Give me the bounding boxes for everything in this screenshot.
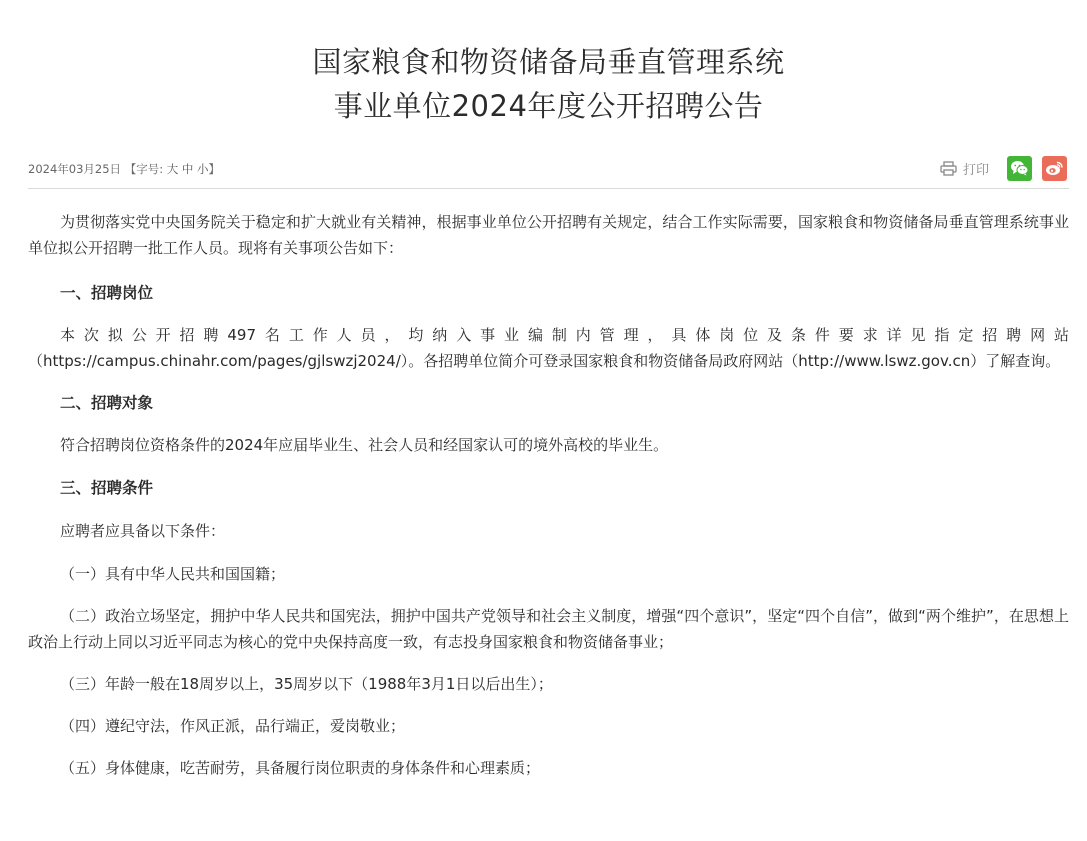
article-page (28, 0, 1069, 781)
requirements-intro: 应聘者应具备以下条件： (60, 522, 226, 540)
article-meta (28, 161, 220, 177)
condition-item: （三）年龄一般在18周岁以上，35周岁以下（1988年3月1日以后出生）； (60, 675, 553, 693)
article-meta-bar (28, 154, 1069, 189)
font-size-label: 【字号: (124, 162, 164, 176)
print-button[interactable] (940, 159, 989, 178)
condition-item: （一）具有中华人民共和国国籍； (60, 565, 286, 583)
section-heading-conditions: 三、招聘条件 (60, 479, 154, 497)
article-body (28, 209, 1069, 781)
print-label: 打印 (962, 162, 989, 178)
font-size-close: 】 (208, 162, 221, 176)
title-line-2: 事业单位2024年度公开招聘公告 (333, 89, 764, 123)
printer-icon (940, 161, 957, 176)
condition-item: （二）政治立场坚定，拥护中华人民共和国宪法，拥护中国共产党领导和社会主义制度，增强“四个意识”，坚定“四个自信”，做到“两个维护”，在思想上政治上行动上同以习近平同志为核心的党中央保持高度一致，有志投身国家粮食和物资储备事业； (28, 607, 1069, 651)
targets-paragraph: 符合招聘岗位资格条件的2024年应届毕业生、社会人员和经国家认可的境外高校的毕业生。 (60, 436, 669, 454)
share-weibo-button[interactable] (1042, 156, 1067, 181)
font-size-small-link[interactable]: 小 (197, 162, 209, 176)
article-actions (940, 154, 1067, 182)
condition-item: （五）身体健康，吃苦耐劳，具备履行岗位职责的身体条件和心理素质； (60, 759, 541, 777)
condition-item: （四）遵纪守法，作风正派，品行端正，爱岗敬业； (60, 717, 406, 735)
font-size-large-link[interactable]: 大 (166, 162, 179, 176)
article-title (28, 0, 1069, 128)
positions-paragraph (28, 322, 1069, 374)
intro-paragraph: 为贯彻落实党中央国务院关于稳定和扩大就业有关精神，根据事业单位公开招聘有关规定，结合工作实际需要，国家粮食和物资储备局垂直管理系统事业单位拟公开招聘一批工作人员。现将有关事项公告如下： (28, 213, 1069, 257)
share-wechat-button[interactable] (1007, 156, 1032, 181)
wechat-icon (1010, 160, 1029, 176)
section-heading-targets: 二、招聘对象 (60, 394, 154, 412)
positions-line-1: 本次拟公开招聘497名工作人员，均纳入事业编制内管理，具体岗位及条件要求详见指定招聘网站 (60, 326, 1069, 344)
weibo-icon (1045, 160, 1064, 176)
font-size-medium-link[interactable]: 中 (181, 162, 194, 176)
positions-line-2: （https://campus.chinahr.com/pages/gjlswzj2024/）。各招聘单位简介可登录国家粮食和物资储备局政府网站（http://www.lswz.gov.cn）了解查询。 (28, 352, 1061, 370)
publish-date: 2024年03月25日 (28, 162, 122, 176)
section-heading-positions: 一、招聘岗位 (60, 284, 154, 302)
title-line-1: 国家粮食和物资储备局垂直管理系统 (312, 45, 785, 79)
